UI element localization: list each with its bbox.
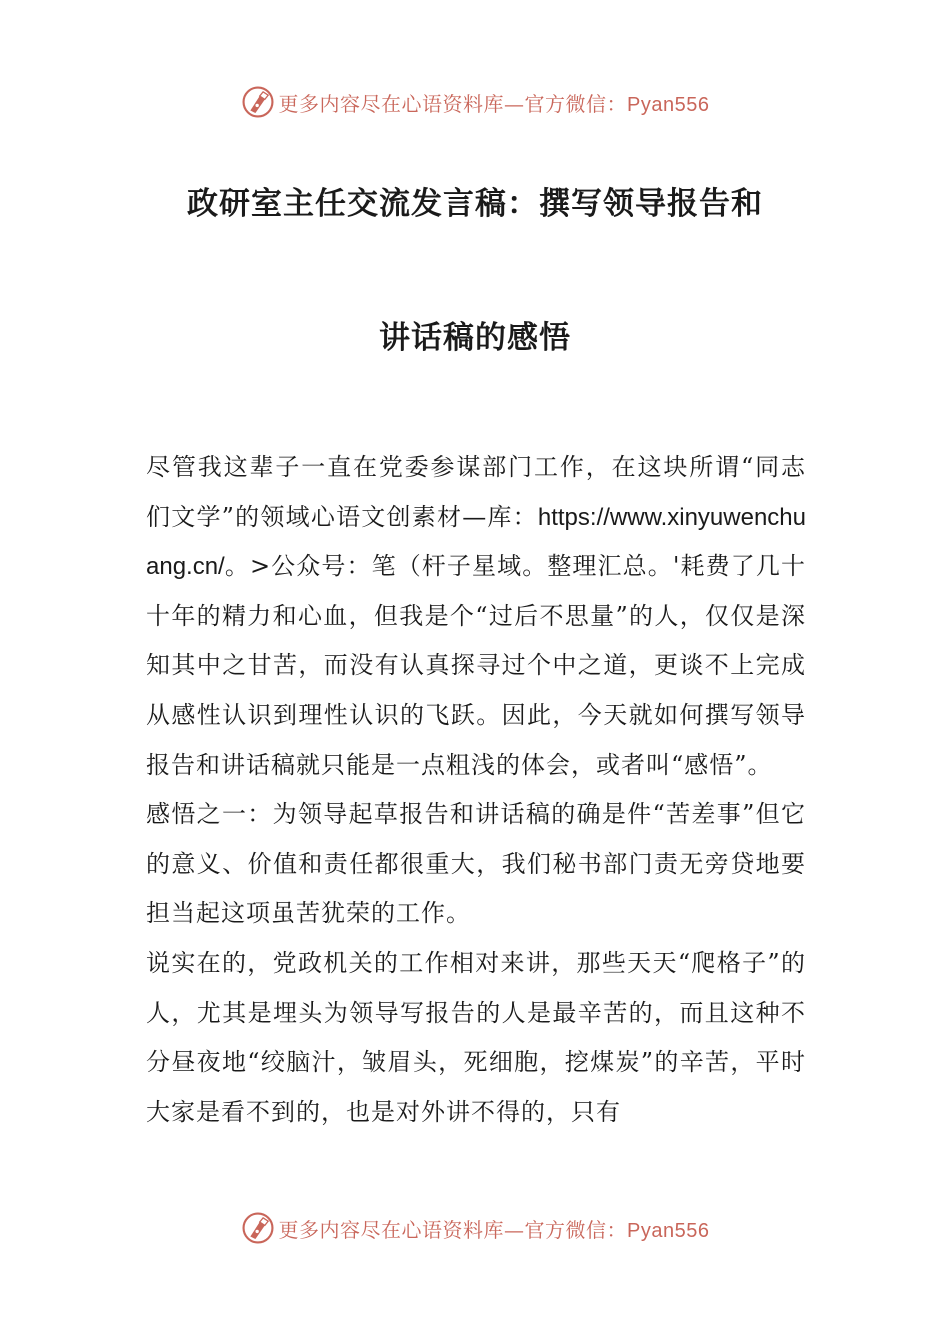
watermark-slogan: 更多内容尽在心语资料库—官方微信：Pyan556 (278, 91, 710, 116)
footer-watermark (0, 1206, 950, 1250)
paragraph-3: 说实在的，党政机关的工作相对来讲，那些天天“爬格子”的人，尤其是埋头为领导写报告的人是最辛苦的，而且这种不分昼夜地“绞脑汁，皱眉头，死细胞，挖煤炭”的辛苦，平时大家是看不到的，也是对外讲不得的，只有 (146, 948, 806, 1126)
document-body (146, 443, 806, 1137)
document-title-line-1: 政研室主任交流发言稿：撰写领导报告和 (187, 186, 763, 222)
paragraph-1: 尽管我这辈子一直在党委参谋部门工作，在这块所谓“同志们文学”的领域心语文创素材—库：https://www.xinyuwenchuang.cn/。>公众号：笔（杆子星域。整理汇总。'耗费了几十十年的精力和心血，但我是个“过后不思量”的人，仅仅是深知其中之甘苦，而没有认真探寻过个中之道，更谈不上完成从感性认识到理性认识的飞跃。因此，今天就如何撰写领导报告和讲话稿就只能是一点粗浅的体会，或者叫“感悟”。 (146, 453, 806, 779)
website-url: https://www.xinyuwenchuang.cn/ (146, 503, 806, 581)
pen-nib-icon (241, 1211, 275, 1245)
document-title-line-2: 讲话稿的感悟 (379, 320, 571, 356)
pen-nib-icon (241, 85, 275, 119)
header-watermark (0, 80, 950, 124)
wechat-id: Pyan556 (627, 1219, 710, 1242)
watermark-slogan: 更多内容尽在心语资料库—官方微信：Pyan556 (278, 1217, 710, 1242)
wechat-id: Pyan556 (627, 93, 710, 116)
paragraph-2: 感悟之一：为领导起草报告和讲话稿的确是件“苦差事”但它的意义、价值和责任都很重大，我们秘书部门责无旁贷地要担当起这项虽苦犹荣的工作。 (146, 800, 806, 928)
